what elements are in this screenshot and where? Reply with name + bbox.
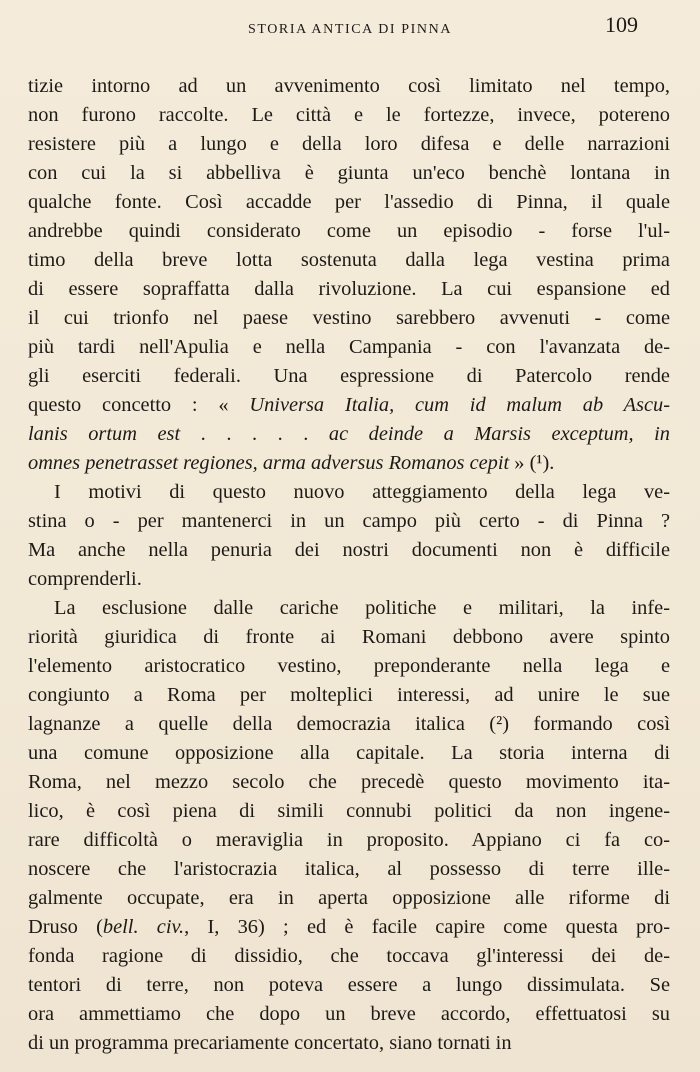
text-line: galmente occupate, era in aperta opposizione alle riforme di [28, 887, 670, 909]
text-line: andrebbe quindi considerato come un episodio - forse l'ul- [28, 220, 670, 242]
text-line: l'elemento aristocratico vestino, preponderante nella lega e [28, 655, 670, 677]
text-line: il cui trionfo nel paese vestino sarebbero avvenuti - come [28, 307, 670, 329]
text-line: tentori di terre, non poteva essere a lungo dissimulata. Se [28, 974, 670, 996]
page-number: 109 [605, 12, 638, 37]
text-line: timo della breve lotta sostenuta dalla lega vestina prima [28, 249, 670, 271]
text-line: con cui la si abbelliva è giunta un'eco benchè lontana in [28, 162, 670, 184]
text-line: La esclusione dalle cariche politiche e militari, la infe- [54, 597, 670, 619]
text-line: tizie intorno ad un avvenimento così limitato nel tempo, [28, 75, 670, 97]
body-text [28, 72, 670, 1058]
text-line: comprenderli. [28, 568, 142, 590]
text-line: omnes penetrasset regiones, arma adversus Romanos cepit » (¹). [28, 452, 555, 474]
text-line: una comune opposizione alla capitale. La storia interna di [28, 742, 670, 764]
text-line: di un programma precariamente concertato, siano tornati in [28, 1032, 512, 1054]
text-line: questo concetto : « Universa Italia, cum id malum ab Ascu- [28, 394, 670, 416]
text-line: riorità giuridica di fronte ai Romani debbono avere spinto [28, 626, 670, 648]
text-line: fonda ragione di dissidio, che toccava gl'interessi dei de- [28, 945, 670, 967]
text-line: Roma, nel mezzo secolo che precedè questo movimento ita- [28, 771, 670, 793]
text-line: rare difficoltà o meraviglia in proposito. Appiano ci fa co- [28, 829, 670, 851]
text-line: più tardi nell'Apulia e nella Campania - con l'avanzata de- [28, 336, 670, 358]
text-line: di essere sopraffatta dalla rivoluzione. La cui espansione ed [28, 278, 670, 300]
text-line: resistere più a lungo e della loro difesa e delle narrazioni [28, 133, 670, 155]
text-line: gli eserciti federali. Una espressione di Patercolo rende [28, 365, 670, 387]
text-line: Ma anche nella penuria dei nostri documenti non è difficile [28, 539, 670, 561]
text-line: ora ammettiamo che dopo un breve accordo, effettuatosi su [28, 1003, 670, 1025]
text-line: congiunto a Roma per molteplici interessi, ad unire le sue [28, 684, 670, 706]
text-line: lanis ortum est . . . . . ac deinde a Marsis exceptum, in [28, 423, 670, 445]
text-line: I motivi di questo nuovo atteggiamento della lega ve- [54, 481, 670, 503]
text-line: qualche fonte. Così accadde per l'assedio di Pinna, il quale [28, 191, 670, 213]
running-head: STORIA ANTICA DI PINNA [247, 22, 453, 37]
text-line: stina o - per mantenerci in un campo più certo - di Pinna ? [28, 510, 670, 532]
text-line: noscere che l'aristocrazia italica, al possesso di terre ille- [28, 858, 670, 880]
text-line: lico, è così piena di simili connubi politici da non ingene- [28, 800, 670, 822]
text-line: lagnanze a quelle della democrazia italica (²) formando così [28, 713, 670, 735]
text-line: non furono raccolte. Le città e le fortezze, invece, potereno [28, 104, 670, 126]
page-header [0, 12, 700, 48]
text-line: Druso (bell. civ., I, 36) ; ed è facile capire come questa pro- [28, 916, 670, 938]
